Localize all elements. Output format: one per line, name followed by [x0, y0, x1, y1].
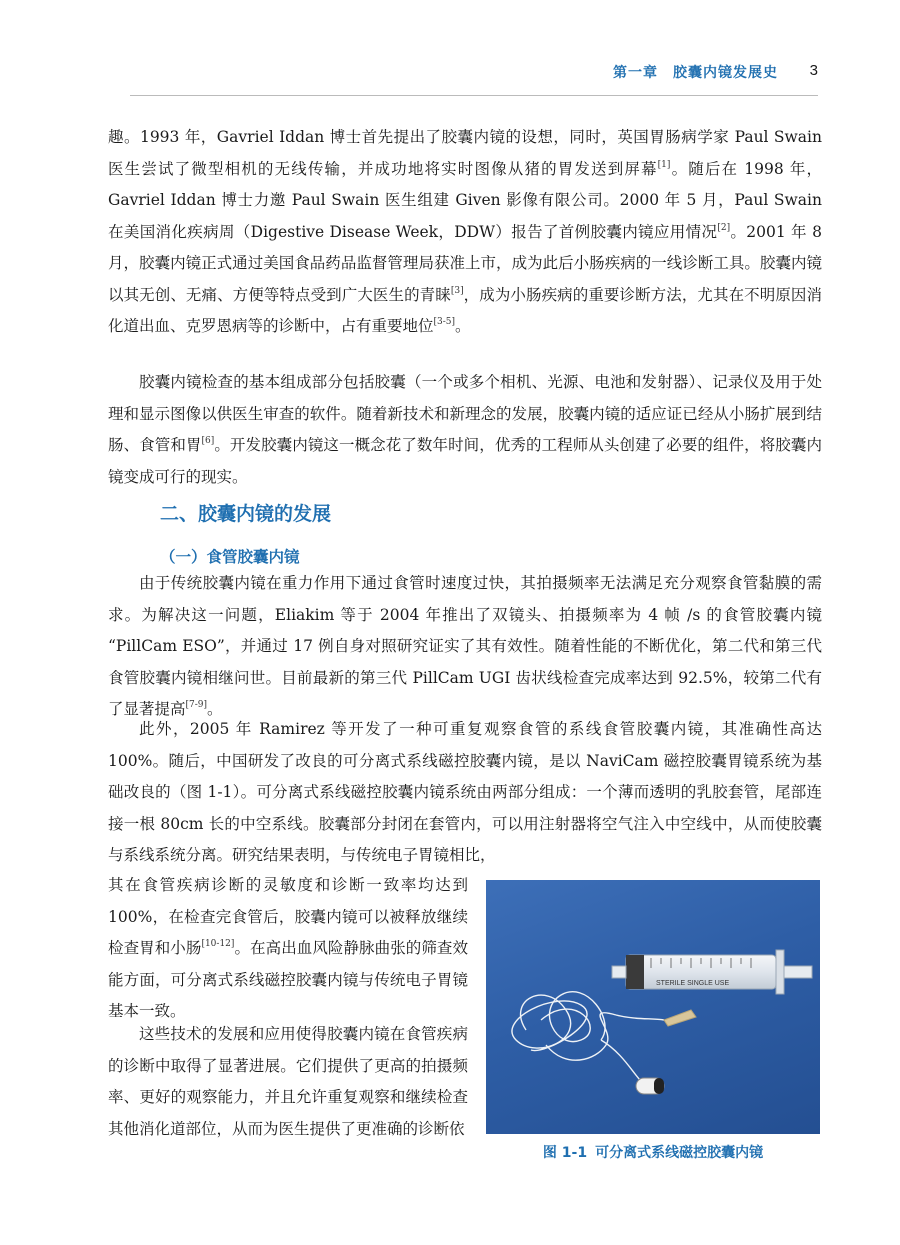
text-run: 。2001 年 8 月，胶囊内镜正式通过美国食品药品监督管理局获准上市，成为此后小肠疾病的一线诊断工具。胶囊内镜以其无创、无痛、方便等特点受到广大医生的青睐: [108, 222, 822, 304]
capsule-syringe-illustration: [486, 880, 820, 1134]
paragraph-tethered-cont: [108, 870, 468, 1028]
text-run: 这些技术的发展和应用使得胶囊内镜在食管疾病的诊断中取得了显著进展。它们提供了更高的拍摄频率、更好的观察能力，并且允许重复观察和继续检查其他消化道部位，从而为医生提供了更准确的诊断依: [108, 1025, 468, 1138]
subsection-title: （一）食管胶囊内镜: [160, 548, 300, 566]
text-run: ，成为小肠疾病的重要诊断方法，尤其在不明原因消化道出血、克罗恩病等的诊断中，占有重要地位: [108, 285, 822, 335]
paragraph-history: [108, 122, 822, 343]
citation: [6]: [201, 436, 215, 446]
syringe-print: STERILE SINGLE USE: [656, 980, 730, 987]
paragraph-esophageal: [108, 568, 822, 726]
chapter-title: 第一章 胶囊内镜发展史: [613, 65, 778, 81]
text-run: 由于传统胶囊内镜在重力作用下通过食管时速度过快，其拍摄频率无法满足充分观察食管黏膜的需求。为解决这一问题，Eliakim 等于 2004 年推出了双镜头、拍摄频率为 4 帧 /s 的食管胶囊内镜 “PillCam ESO”，并通过 17 例自身对照研究证实了其有效性。随着性能的不断优化，第二代和第三代食管胶囊内镜相继问世。目前最新的第三代 PillCam UGI 齿状线检查完成率达到 92.5%，较第二代有了显著提高: [108, 574, 822, 718]
tether-line: [512, 992, 664, 1085]
paragraph-summary: [108, 1019, 468, 1145]
figure-label: 图 1-1: [542, 1145, 588, 1161]
text-run: 。在高出血风险静脉曲张的筛查效能方面，可分离式系线磁控胶囊内镜与传统电子胃镜基本一致。: [108, 939, 468, 1020]
section-title: 二、胶囊内镜的发展: [160, 503, 332, 525]
citation: [7-9]: [185, 700, 208, 710]
text-run: 趣。1993 年，Gavriel Iddan 博士首先提出了胶囊内镜的设想，同时，英国胃肠病学家 Paul Swain 医生尝试了微型相机的无线传输，并成功地将实时图像从猪的胃发送到屏幕: [108, 128, 822, 178]
text-run: 胶囊内镜检查的基本组成部分包括胶囊（一个或多个相机、光源、电池和发射器）、记录仪及用于处理和显示图像以供医生审查的软件。随着新技术和新理念的发展，胶囊内镜的适应证已经从小肠扩展到结肠、食管和胃: [108, 373, 822, 454]
syringe-plunger-tip: [626, 955, 644, 989]
capsule-lens: [654, 1078, 664, 1094]
page-number: 3: [809, 62, 818, 79]
syringe-nozzle: [612, 966, 626, 978]
latex-sleeve: [664, 1010, 696, 1026]
paragraph-tethered: [108, 714, 822, 872]
figure-caption: [486, 1142, 820, 1162]
citation: [2]: [717, 222, 731, 233]
text-run: 。随后在 1998 年，Gavriel Iddan 博士力邀 Paul Swain 医生组建 Given 影像有限公司。2000 年 5 月，Paul Swain 在美国消化疾病周（Digestive Disease Week，DDW）报告了首例胶囊内镜应用情况: [108, 159, 822, 241]
syringe-plunger: [784, 966, 812, 978]
text-run: 。: [455, 317, 471, 335]
paragraph-components: [108, 367, 822, 493]
citation: [3-5]: [433, 317, 456, 327]
citation: [10-12]: [201, 939, 235, 949]
text-run: 其在食管疾病诊断的灵敏度和诊断一致率均达到 100%，在检查完食管后，胶囊内镜可以被释放继续检查胃和小肠: [108, 876, 468, 957]
running-header: [0, 62, 900, 86]
text-run: 。: [207, 700, 223, 718]
figure-photo: [486, 880, 820, 1134]
header-rule: [130, 95, 818, 96]
syringe-flange: [776, 950, 784, 994]
citation: [3]: [450, 285, 464, 296]
citation: [1]: [657, 159, 671, 170]
figure-caption-text: 可分离式系线磁控胶囊内镜: [595, 1145, 764, 1161]
text-run: 。开发胶囊内镜这一概念花了数年时间，优秀的工程师从头创建了必要的组件，将胶囊内镜变成可行的现实。: [108, 436, 822, 486]
text-run: 此外，2005 年 Ramirez 等开发了一种可重复观察食管的系线食管胶囊内镜，其准确性高达 100%。随后，中国研发了改良的可分离式系线磁控胶囊内镜，是以 NaviCam 磁控胶囊胃镜系统为基础改良的（图 1-1）。可分离式系线磁控胶囊内镜系统由两部分组成：一个薄而透明的乳胶套管，尾部连接一根 80cm 长的中空系线。胶囊部分封闭在套管内，可以用注射器将空气注入中空线中，从而使胶囊与系线系统分离。研究结果表明，与传统电子胃镜相比，: [108, 720, 822, 864]
